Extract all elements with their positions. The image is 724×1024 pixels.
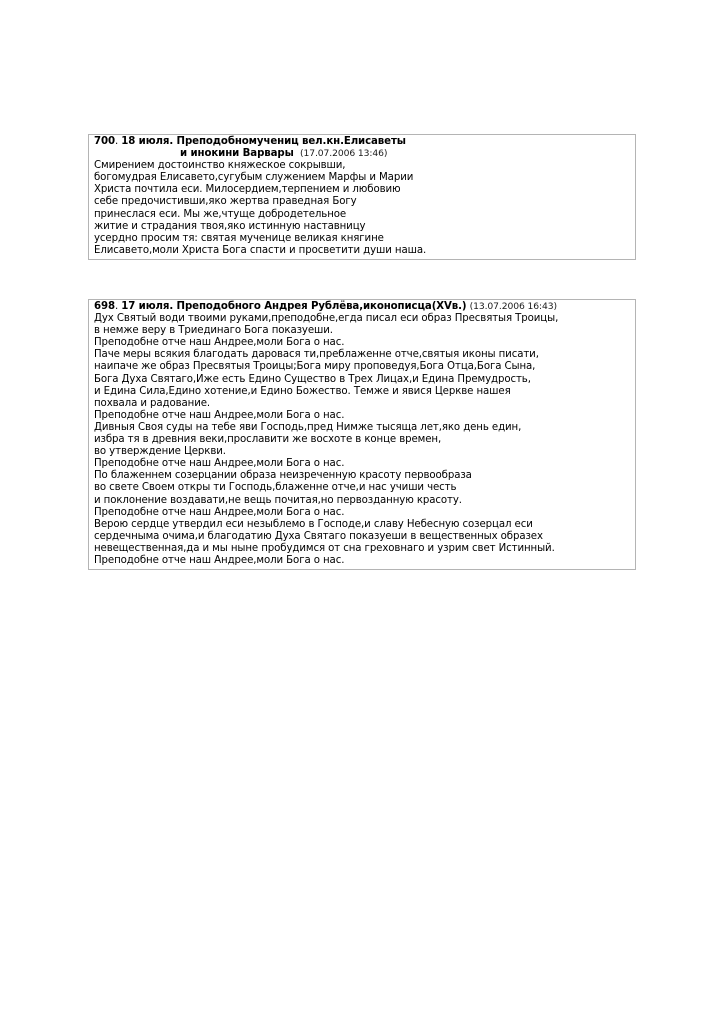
- text-line: во утверждение Церкви.: [94, 446, 226, 458]
- entry-number: 700: [94, 136, 115, 147]
- troparion-entry-698: [88, 299, 636, 570]
- text-line: Верою сердце утвердил еси незыблемо в Господе,и славу Небесную созерцал еси: [94, 518, 533, 530]
- text-line: богомудрая Елисавето,сугубым служением Марфы и Марии: [94, 172, 414, 184]
- troparion-entry-700: [88, 134, 636, 260]
- entry-title: 17 июля. Преподобного Андрея Рублёва,иконописца(XVв.): [121, 301, 467, 312]
- text-line: Преподобне отче наш Андрее,моли Бога о нас.: [94, 506, 345, 518]
- entry-title-line-2: и инокини Варвары: [180, 148, 294, 160]
- entry-title-line-1: 18 июля. Преподобномучениц вел.кн.Елисаветы: [121, 136, 406, 147]
- text-line: житие и страдания твоя,яко истинную наставницу: [94, 220, 366, 232]
- text-line: себе предочистивши,яко жертва праведная Богу: [94, 196, 357, 208]
- text-line: и Едина Сила,Едино хотение,и Едино Божество. Темже и явися Церкве нашея: [94, 385, 511, 397]
- entry-header: [94, 301, 635, 313]
- entry-text: [94, 313, 635, 567]
- text-line: Паче меры всякия благодать даровася ти,преблаженне отче,святыя иконы писати,: [94, 349, 539, 361]
- text-line: Преподобне отче наш Андрее,моли Бога о нас.: [94, 337, 345, 349]
- entry-timestamp: (17.07.2006 13:46): [299, 148, 388, 160]
- entry-text: [94, 160, 635, 257]
- text-line: Смирением достоинство княжеское сокрывши,: [94, 160, 346, 172]
- entry-number-dot: .: [114, 301, 122, 312]
- text-line: избра тя в древния веки,прославити же восхоте в конце времен,: [94, 434, 442, 446]
- entry-number: 698: [94, 301, 115, 312]
- entry-header: [94, 136, 635, 148]
- text-line: похвала и радование.: [94, 397, 211, 409]
- text-line: Дух Святый води твоими руками,преподобне,егда писал еси образ Пресвятыя Троицы,: [94, 313, 559, 325]
- text-line: Дивныя Своя суды на тебе яви Господь,пред Нимже тысяща лет,яко день един,: [94, 421, 522, 433]
- entry-header-continued: [94, 148, 635, 160]
- text-line: в немже веру в Триединаго Бога показуеши.: [94, 325, 333, 337]
- text-line: Преподобне отче наш Андрее,моли Бога о нас.: [94, 458, 345, 470]
- text-line: Христа почтила еси. Милосердием,терпением и любовию: [94, 184, 401, 196]
- text-line: во свете Своем откры ти Господь,блаженне отче,и нас учиши честь: [94, 482, 457, 494]
- text-line: сердечныма очима,и благодатию Духа Святаго показуеши в вещественных образех: [94, 530, 543, 542]
- text-line: Елисавето,моли Христа Бога спасти и просветити души наша.: [94, 244, 427, 256]
- entry-timestamp: (13.07.2006 16:43): [469, 301, 557, 312]
- text-line: усердно просим тя: святая мученице великая княгине: [94, 232, 384, 244]
- entry-number-dot: .: [114, 136, 122, 147]
- text-line: Преподобне отче наш Андрее,моли Бога о нас.: [94, 554, 345, 566]
- text-line: наипаче же образ Пресвятыя Троицы;Бога миру проповедуя,Бога Отца,Бога Сына,: [94, 361, 536, 373]
- text-line: Преподобне отче наш Андрее,моли Бога о нас.: [94, 409, 345, 421]
- text-line: невещественная,да и мы ныне пробудимся от сна греховнаго и узрим свет Истинный.: [94, 542, 555, 554]
- text-line: По блаженнем созерцании образа неизреченную красоту первообраза: [94, 470, 472, 482]
- text-line: и поклонение воздавати,не вещь почитая,но первозданную красоту.: [94, 494, 462, 506]
- text-line: принеслася еси. Мы же,чтуще добродетельное: [94, 208, 347, 220]
- text-line: Бога Духа Святаго,Иже есть Едино Существо в Трех Лицах,и Едина Премудрость,: [94, 373, 531, 385]
